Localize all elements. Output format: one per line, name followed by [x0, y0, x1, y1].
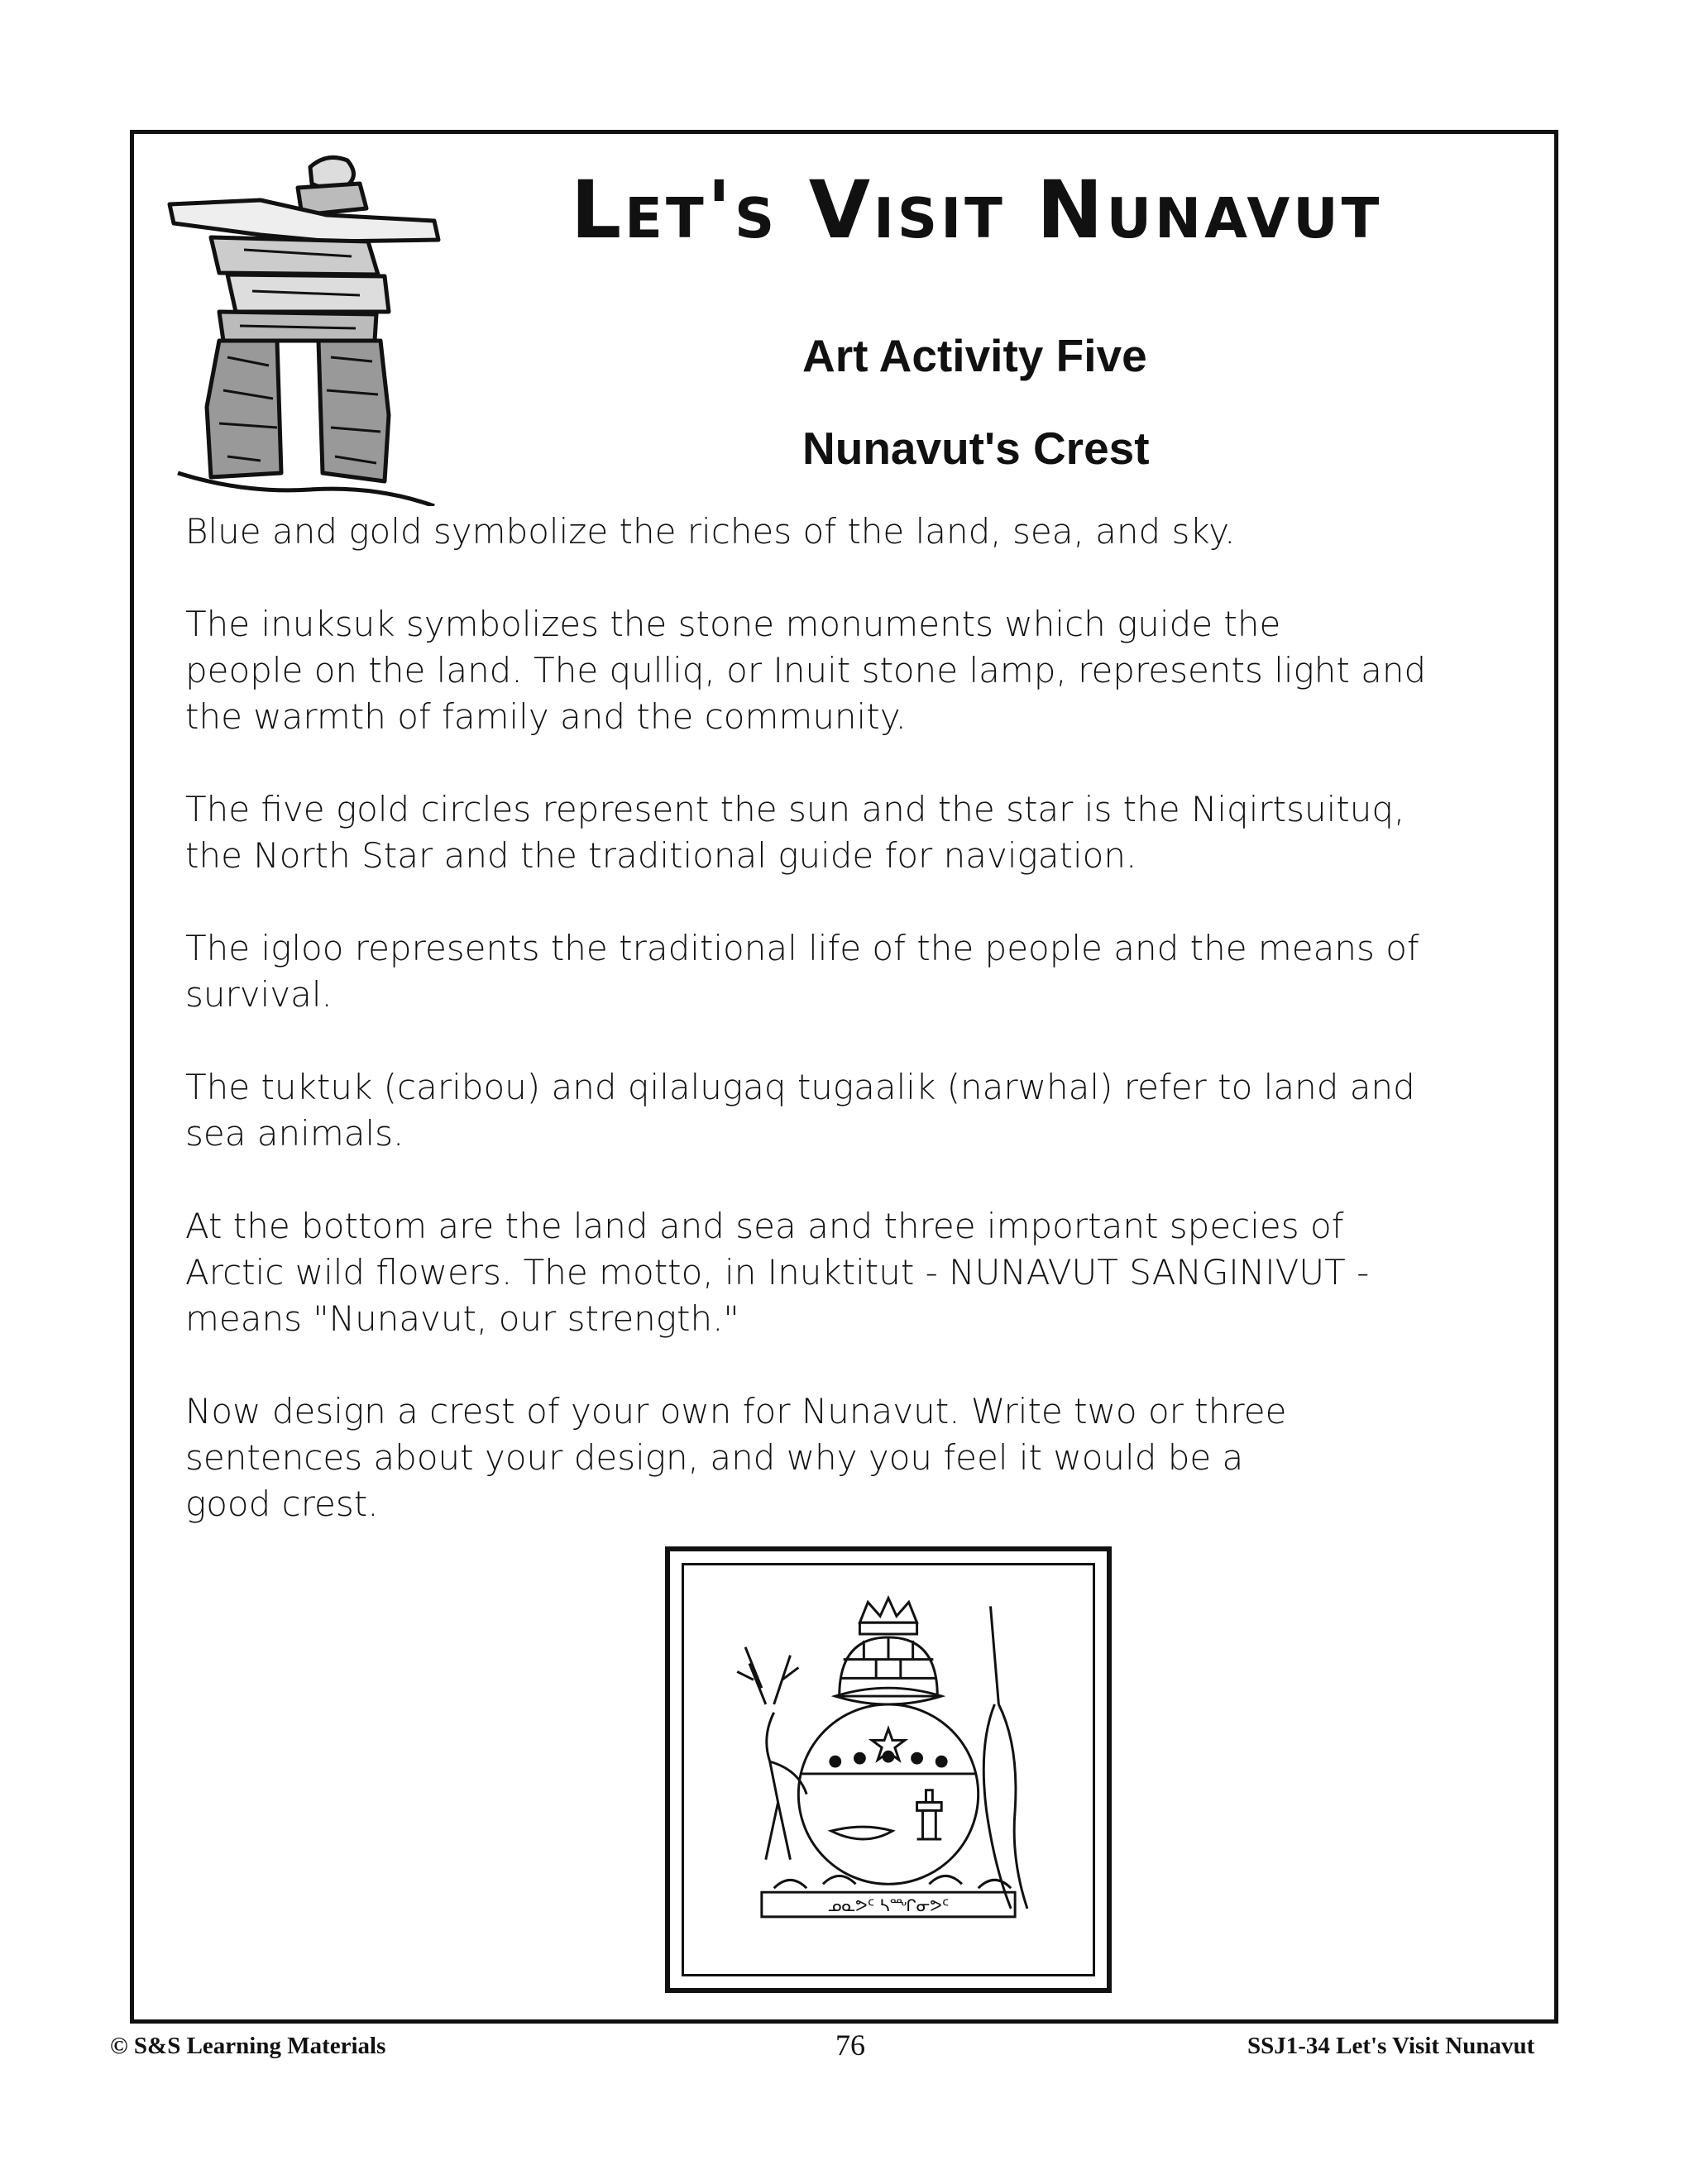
body-text [185, 509, 1525, 1574]
crest-frame [665, 1546, 1112, 1993]
paragraph: The tuktuk (caribou) and qilalugaq tugaalik (narwhal) refer to land and sea animals. [185, 1067, 1415, 1154]
page-title: Let's Visit Nunavut [571, 164, 1383, 256]
crest-heading: Nunavut's Crest [802, 423, 1150, 474]
paragraph: The inuksuk symbolizes the stone monuments which guide the people on the land. The qulliq, or Inuit stone lamp, represents light and the warmth of family and the community. [185, 604, 1427, 737]
coat-of-arms-icon [684, 1565, 1093, 1974]
paragraph: Blue and gold symbolize the riches of the land, sea, and sky. [185, 511, 1236, 552]
footer-copyright: © S&S Learning Materials [110, 2033, 386, 2059]
paragraph: At the bottom are the land and sea and three important species of Arctic wild flowers. The motto, in Inuktitut - NUNAVUT SANGINIVUT - means "Nunavut, our strength." [185, 1206, 1370, 1339]
inuksuk-illustration [161, 142, 451, 506]
paragraph: Now design a crest of your own for Nunavut. Write two or three sentences about your design, and why you feel it would be a good crest. [185, 1391, 1287, 1524]
paragraph: The igloo represents the traditional life of the people and the means of survival. [185, 928, 1419, 1015]
activity-heading: Art Activity Five [802, 330, 1147, 381]
crest-motto: ᓄᓇᕗᑦ ᓴᙱᓂᕗᑦ [827, 1895, 950, 1915]
footer-book-title: SSJ1-34 Let's Visit Nunavut [1247, 2033, 1535, 2059]
crest-illustration [682, 1563, 1095, 1976]
paragraph: The five gold circles represent the sun and the star is the Niqirtsuituq, the North Star and the traditional guide for navigation. [185, 789, 1405, 876]
page-number: 76 [835, 2029, 865, 2062]
